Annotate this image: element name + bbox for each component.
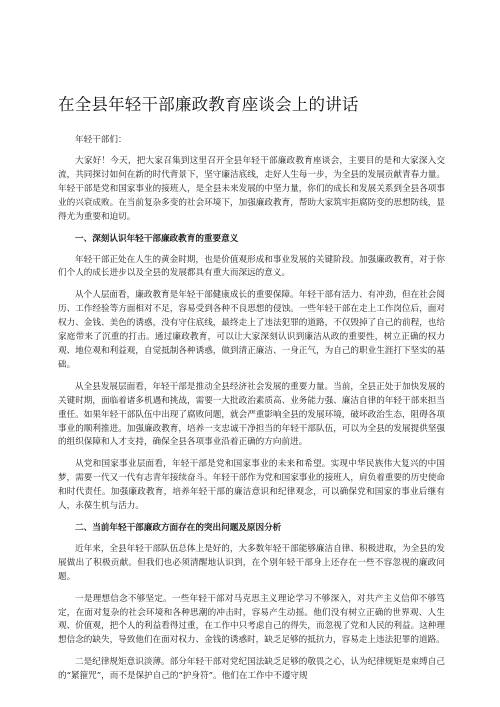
- paragraph: 从个人层面看，廉政教育是年轻干部健康成长的重要保障。年轻干部有活力、有冲劲，但在社会阅历、工作经验等方面相对不足，容易受到各种不良思想的侵蚀。一些年轻干部在走上工作岗位后，面对权力、金钱、美色的诱惑，没有守住底线，最终走上了违法犯罪的道路，不仅毁掉了自己的前程，也给家庭带来了沉重的打击。通过廉政教育，可以让大家深刻认识到廉洁从政的重要性，树立正确的权力观、地位观和利益观，自觉抵制各种诱惑，做到清正廉洁、一身正气，为自己的职业生涯打下坚实的基础。: [58, 290, 445, 370]
- section-heading: 二、当前年轻干部廉政方面存在的突出问题及原因分析: [75, 522, 282, 533]
- paragraph: 从全县发展层面看，年轻干部是推动全县经济社会发展的重要力量。当前，全县正处于加快发展的关键时期，面临着诸多机遇和挑战，需要一大批政治素质高、业务能力强、廉洁自律的年轻干部来担当重任。如果年轻干部队伍中出现了腐败问题，就会严重影响全县的发展环境，破坏政治生态，阻碍各项事业的顺利推进。加强廉政教育，培养一支忠诚干净担当的年轻干部队伍，可以为全县的发展提供坚强的组织保障和人才支持，确保全县各项事业沿着正确的方向前进。: [58, 381, 445, 448]
- section-heading: 一、深刻认识年轻干部廉政教育的重要意义: [75, 233, 239, 244]
- document-title: 在全县年轻干部廉政教育座谈会上的讲话: [58, 95, 359, 114]
- document-body: [58, 155, 445, 684]
- salutation: 年轻干部们：: [75, 135, 127, 145]
- paragraph: 一是理想信念不够坚定。一些年轻干部对马克思主义理论学习不够深入，对共产主义信仰不够笃定，在面对复杂的社会环境和各种思潮的冲击时，容易产生动摇。他们没有树立正确的世界观、人生观、价值观，把个人的利益看得过重，在工作中只考虑自己的得失，而忽视了党和人民的利益。这种理想信念的缺失，导致他们在面对权力、金钱的诱惑时，缺乏足够的抵抗力，容易走上违法犯罪的道路。: [58, 593, 445, 646]
- paragraph: 大家好！今天，把大家召集到这里召开全县年轻干部廉政教育座谈会，主要目的是和大家深入交流，共同探讨如何在新的时代背景下，坚守廉洁底线，走好人生每一步，为全县的发展贡献青春力量。年轻干部是党和国家事业的接班人，是全县未来发展的中坚力量，你们的成长和发展关系到全县各项事业的兴衰成败。在当前复杂多变的社会环境下，加强廉政教育，帮助大家筑牢拒腐防变的思想防线，显得尤为重要和迫切。: [58, 156, 445, 222]
- paragraph: 二是纪律规矩意识淡薄。部分年轻干部对党纪国法缺乏足够的敬畏之心，认为纪律规矩是束缚自己的“紧箍咒”，而不是保护自己的“护身符”。他们在工作中不遵守规: [58, 657, 445, 682]
- paragraph: 近年来，全县年轻干部队伍总体上是好的，大多数年轻干部能够廉洁自律、积极进取，为全县的发展做出了积极贡献。但我们也必须清醒地认识到，在个别年轻干部身上还存在一些不容忽视的廉政问题。: [58, 543, 445, 582]
- paragraph: 从党和国家事业层面看，年轻干部是党和国家事业的未来和希望。实现中华民族伟大复兴的中国梦，需要一代又一代有志青年接续奋斗。年轻干部作为党和国家事业的接班人，肩负着重要的历史使命和时代责任。加强廉政教育，培养年轻干部的廉洁意识和纪律观念，可以确保党和国家的事业后继有人，永葆生机与活力。: [58, 459, 445, 512]
- paragraph: 年轻干部正处在人生的黄金时期，也是价值观形成和事业发展的关键阶段。加强廉政教育，对于你们个人的成长进步以及全县的发展都具有重大而深远的意义。: [58, 254, 445, 279]
